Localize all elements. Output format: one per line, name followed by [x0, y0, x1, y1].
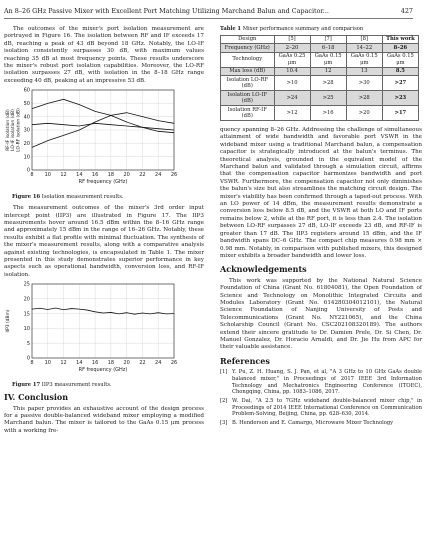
table-cell: Isolation RF-IF (dB) [221, 106, 275, 121]
table-cell: 13 [346, 67, 382, 76]
x-tick-label: 22 [139, 360, 146, 367]
table-cell: 14–22 [346, 44, 382, 53]
table-row [221, 106, 419, 121]
x-tick-label: 12 [60, 360, 67, 367]
x-tick-label: 8 [30, 360, 34, 367]
y-axis-label: RF-IF isolation (dB) [6, 109, 11, 152]
x-tick-label: 14 [76, 172, 83, 179]
x-tick-label: 16 [91, 360, 99, 367]
figure-16-caption: Figure 16 Isolation measurement results. [12, 193, 124, 200]
table-cell: GaAs 0.15 μm [382, 52, 418, 67]
table-cell: 6–18 [310, 44, 346, 53]
running-title: An 8–26 GHz Passive Mixer with Excellent Port Matching Utilizing Marchand Balun and Capacitor... [4, 7, 329, 15]
x-tick-label: 18 [107, 360, 115, 367]
reference-item [220, 369, 422, 396]
table-cell: Isolation LO-IF (dB) [221, 91, 275, 106]
table-1-caption: Table 1 Mixer performance summary and comparison [220, 26, 364, 32]
figure-17 [4, 280, 204, 388]
x-tick-label: 18 [107, 172, 115, 179]
x-axis-label: RF frequency (GHz) [78, 367, 128, 374]
table-cell: >23 [382, 91, 418, 106]
conclusion-continued-paragraph: quency spanning 8–26 GHz. Addressing the challenge of simultaneous attainment of wide bandwidth and favorable port VSWR in the wideband mixer using a traditional Marchand balun, a compensation capacitor is strategically introduced at the balun's terminus. The theoretical analysis, grounded in the equivalent model of the Marchand balun and validated through a simulation circuit, affirms that the compensation capacitor harmonizes bandwidth and port VSWR. Furthermore, the compensation capacitor not only diminishes the balun's size but also streamlines the matching circuit design. The mixer's viability has been confirmed through a taped-out process. With an LO power of 14 dBm, the measurement results demonstrate a conversion loss below 8.5 dB, and the VSWR at both LO and IF ports remains below 2, while at the RF port, it is less than 2.4. The isolation between LO-RF surpasses 27 dB, LO-IF exceeds 23 dB, and RF-IF is greater than 17 dB. The IIP3 registers around 15 dBm, and the IF bandwidth spans DC–6 GHz. The compact chip measures 0.98 mm × 0.98 mm. Notably, in comparison with published mixers, this designed mixer exhibits a broader bandwidth and lower loss. [220, 127, 422, 259]
y-axis-label: IIP3 (dBm) [6, 309, 11, 333]
table-header-cell: [8] [346, 35, 382, 44]
x-axis-label: RF frequency (GHz) [78, 179, 128, 186]
reference-text: Y. Pu, Z. H. Huang, S. J. Pan, et al, "A 3 GHz to 10 GHz GaAs double balanced mixer," in Proceedings of 2017 IEEE 3rd Information Technology and Mechatronics Engineering Conference (ITOEC), Chongqing, China, pp. 1083–1086, 2017. [232, 369, 422, 396]
right-column [220, 26, 422, 429]
y-axis-label: LO-RF isolation (dB) [16, 108, 22, 153]
table-cell: GaAs 0.25 μm [274, 52, 310, 67]
y-tick-label: 20 [23, 141, 30, 148]
y-tick-label: 40 [23, 114, 30, 121]
table-cell: Frequency (GHz) [221, 44, 275, 53]
table-cell: >20 [346, 106, 382, 121]
x-tick-label: 10 [44, 172, 51, 179]
plot-frame [32, 284, 174, 358]
y-tick-label: 60 [23, 87, 30, 94]
iip3-chart [4, 280, 204, 376]
table-header-cell: Design [221, 35, 275, 44]
x-tick-label: 14 [76, 360, 83, 367]
x-tick-label: 26 [170, 360, 178, 367]
acknowledgements-heading: Acknowledgements [220, 264, 307, 275]
figure-16 [4, 86, 204, 200]
table-cell: 8–26 [382, 44, 418, 53]
y-tick-label: 25 [23, 281, 30, 288]
table-cell: >17 [382, 106, 418, 121]
reference-item [220, 420, 422, 427]
y-tick-label: 15 [23, 311, 30, 318]
series-line [32, 100, 174, 133]
series-line [32, 308, 174, 314]
reference-number: [1] [220, 369, 228, 376]
acknowledgements-paragraph: This work was supported by the National Natural Science Foundation of China (Grant No. 61804081), the Open Foundation of Science and Technology on Monolithic Integrated Circuits and Modules Laboratory (Grant No. 614280304012101), the Natural Science Foundation of Nanjing University of Posts and Telecommunications (Grant No. NY221065), and the China Scholarship Council (Grant No. CSC202108320189). The authors extend their sincere gratitude to Dr. Damien Prele, Dr. Si Chen, Dr. Manuel Gonzalez, Dr. Horacio Arnaldi, and Dr. Jie Hu from APC for their valuable assistance. [220, 277, 422, 351]
left-column [4, 26, 204, 436]
reference-item [220, 398, 422, 418]
isolation-paragraph: The outcomes of the mixer's port isolation measurement are portrayed in Figure 16. The isolation between RF and IF exceeds 17 dB, reaching a peak of 43 dB beyond 18 GHz. Notably, the LO-IF isolation consistently surpasses 30 dB, with maximum values reaching 35 dB at most frequency points. These results underscore the mixer's robust port isolation capabilities. Moreover, the LO-RF isolation surpasses 27 dB, with isolation in the 8–18 GHz range exceeding 40 dB, peaking at an impressive 53 dB. [4, 26, 204, 84]
table-row [221, 52, 419, 67]
reference-number: [2] [220, 398, 228, 404]
y-tick-label: 20 [23, 296, 30, 303]
x-tick-label: 24 [155, 172, 162, 179]
y-axis-label: LO-IF isolation (dB) [11, 109, 17, 152]
table-header-cell: [7] [310, 35, 346, 44]
x-tick-label: 26 [170, 172, 178, 179]
x-tick-label: 12 [60, 172, 67, 179]
isolation-chart [4, 86, 204, 188]
conclusion-paragraph: This paper provides an exhaustive account of the design process for a passive double-balanced wideband mixer employing a modified Marchand balun. The mixer is tailored to the GaAs 0.15 μm process with a working fre- [4, 405, 204, 434]
table-header-cell: This work [382, 35, 418, 44]
table-cell: Max loss (dB) [221, 67, 275, 76]
performance-table [220, 35, 419, 122]
y-tick-label: 10 [23, 326, 30, 333]
table-cell: 2–20 [274, 44, 310, 53]
series-line [32, 124, 174, 131]
x-tick-label: 20 [123, 172, 130, 179]
table-row [221, 76, 419, 91]
x-tick-label: 10 [44, 360, 51, 367]
table-cell: >16 [310, 106, 346, 121]
table-cell: >10 [274, 76, 310, 91]
table-cell: >30 [346, 76, 382, 91]
y-tick-label: 5 [26, 341, 30, 348]
table-cell: >24 [274, 91, 310, 106]
table-cell: 8.5 [382, 67, 418, 76]
y-tick-label: 10 [23, 154, 30, 161]
references-heading: References [220, 355, 270, 366]
table-row [221, 44, 419, 53]
table-cell: GaAs 0.15 μm [346, 52, 382, 67]
table-header-row [221, 35, 419, 44]
table-cell: >28 [346, 91, 382, 106]
table-cell: >27 [382, 76, 418, 91]
table-cell: GaAs 0.15 μm [310, 52, 346, 67]
figure-17-caption: Figure 17 IIP3 measurement results. [12, 381, 112, 388]
page-number: 427 [400, 7, 413, 15]
table-cell: 10.4 [274, 67, 310, 76]
table-cell: >12 [274, 106, 310, 121]
iip3-paragraph: The measurement outcomes of the mixer's 3rd order input intercept point (IIP3) are illustrated in Figure 17. The IIP3 measurements hover around 16.5 dBm within the 8–16 GHz range and approximately 15 dBm in the range of 16–26 GHz. Notably, these results exhibit a flat profile with minimal fluctuation. The synthesis of the mixer's measurement results, along with a comparative analysis against existing technologies, is encapsulated in Table 1. The mixer presented in this study demonstrates superior performance in key aspects such as operational bandwidth, conversion loss, and RF-IF isolation. [4, 205, 204, 278]
x-tick-label: 20 [123, 360, 130, 367]
table-cell: 12 [310, 67, 346, 76]
table-row [221, 67, 419, 76]
y-tick-label: 50 [23, 101, 30, 108]
table-cell: >28 [310, 76, 346, 91]
y-tick-label: 0 [26, 167, 30, 174]
table-cell: Isolation LO-RF (dB) [221, 76, 275, 91]
running-header [4, 4, 413, 19]
reference-text: W. Dai, "A 2.5 to 7GHz wideband double-balanced mixer chip," in Proceedings of 2014 IEEE International Conference on Communication Problem-Solving, Beijing, China, pp. 628–630, 2014. [232, 398, 422, 418]
table-cell: Technology [221, 52, 275, 67]
reference-number: [3] [220, 420, 228, 427]
x-tick-label: 22 [139, 172, 146, 179]
y-tick-label: 0 [26, 355, 30, 362]
conclusion-heading: IV. Conclusion [4, 392, 69, 403]
x-tick-label: 16 [91, 172, 99, 179]
reference-text: B. Henderson and E. Camargo, Microwave Mixer Technology [232, 420, 394, 427]
y-tick-label: 30 [23, 127, 30, 134]
table-header-cell: [5] [274, 35, 310, 44]
table-cell: >25 [310, 91, 346, 106]
x-tick-label: 8 [30, 172, 34, 179]
table-row [221, 91, 419, 106]
x-tick-label: 24 [155, 360, 162, 367]
